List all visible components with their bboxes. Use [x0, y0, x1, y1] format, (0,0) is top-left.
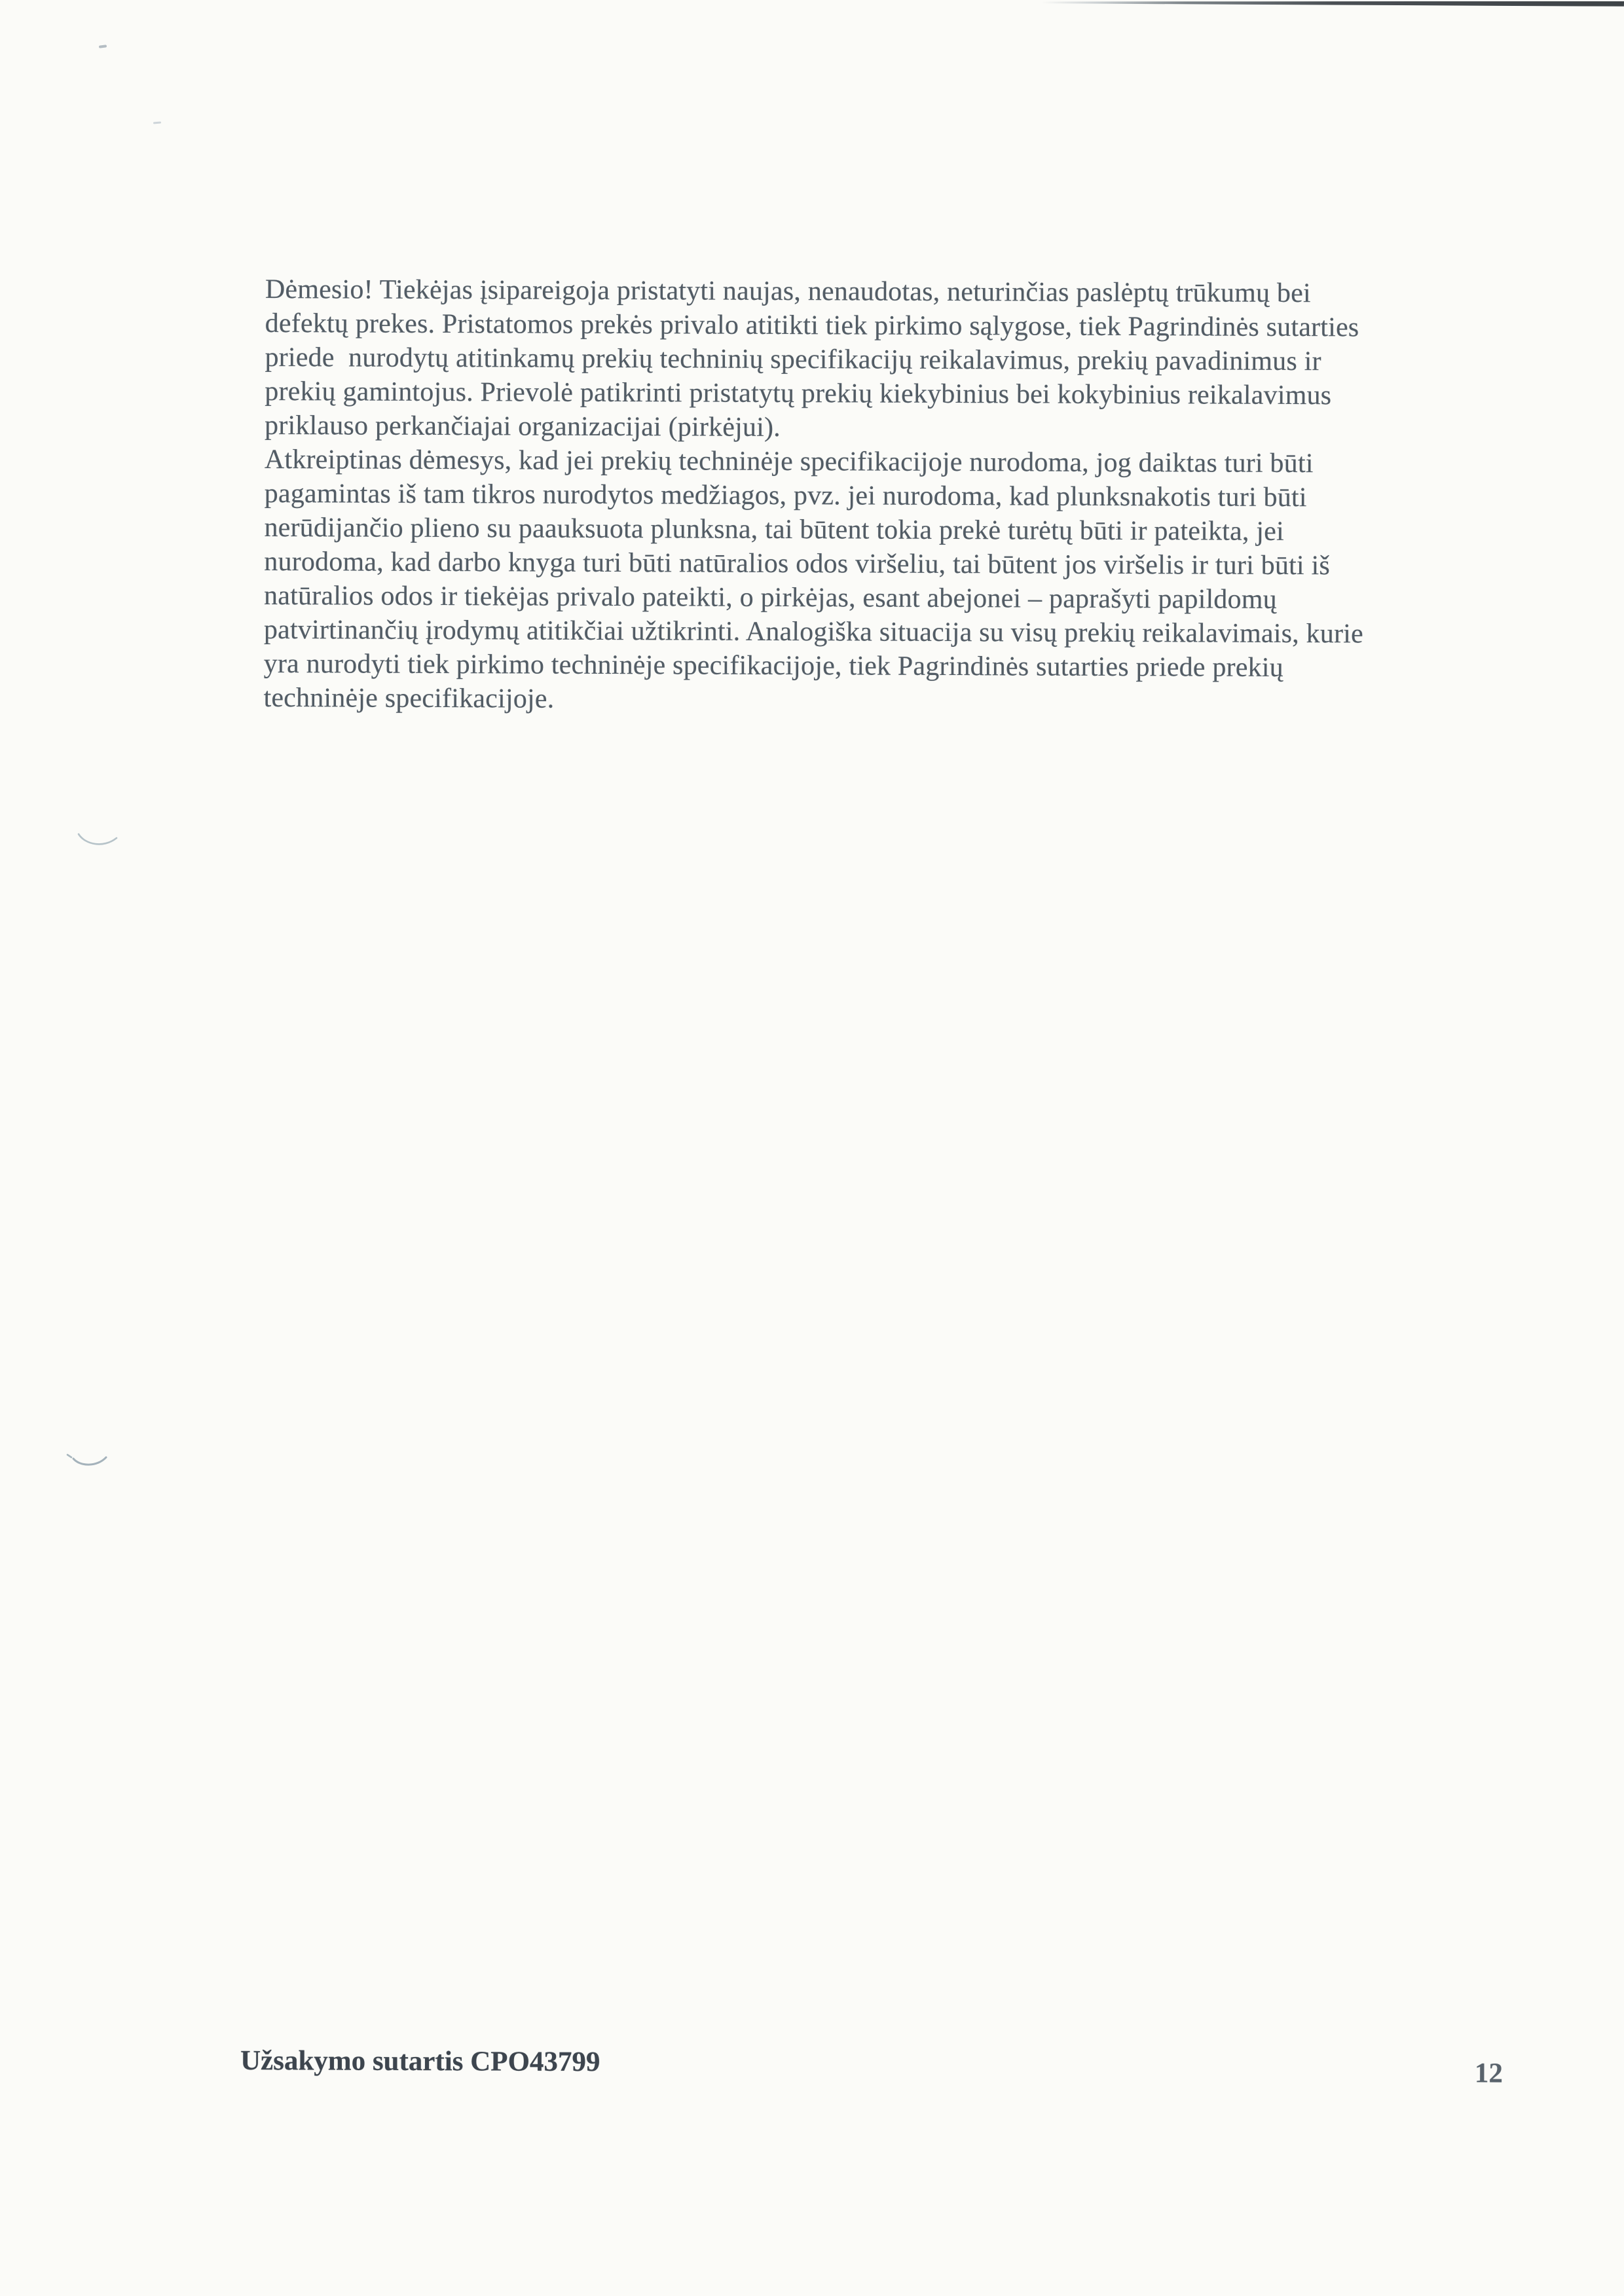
- document-body: [263, 272, 1549, 720]
- scan-edge-artifact: [1041, 0, 1624, 7]
- footer-contract-reference: Užsakymo sutartis CPO43799: [240, 2045, 600, 2078]
- scan-arc-artifact: [65, 1451, 109, 1470]
- scan-smudge-artifact: [99, 45, 107, 48]
- scan-smudge-artifact: [153, 121, 161, 124]
- scan-arc-artifact: [77, 831, 119, 850]
- page-footer: [240, 2044, 1503, 2090]
- footer-page-number: 12: [1474, 2058, 1504, 2089]
- paragraph-specification-note: Atkreiptinas dėmesys, kad jei prekių techninėje specifikacijoje nurodoma, jog daiktas turi būti pagamintas iš tam tikros nurodytos medžiagos, pvz. jei nurodoma, kad plunksnakotis turi būti nerūdijančio plieno su paauksuota plunksna, tai būtent tokia prekė turėtų būti ir pateikta, jei nurodoma, kad darbo knyga turi būti natūralios odos viršeliu, tai būtent jos viršelis ir turi būti iš natūralios odos ir tiekėjas privalo pateikti, o pirkėjas, esant abejonei – paprašyti papildomų patvirtinančių įrodymų atitikčiai užtikrinti. Analogiška situacija su visų prekių reikalavimais, kurie yra nurodyti tiek pirkimo techninėje specifikacijoje, tiek Pagrindinės sutarties priede prekių techninėje specifikacijoje.: [263, 444, 1363, 714]
- paragraph-delivery-obligations: Dėmesio! Tiekėjas įsipareigoja pristatyti naujas, nenaudotas, neturinčias paslėptų trūkumų bei defektų prekes. Pristatomos prekės privalo atitikti tiek pirkimo sąlygose, tiek Pagrindinės sutarties priede nurodytų atitinkamų prekių techninių specifikacijų reikalavimus, prekių pavadinimus ir prekių gamintojus. Prievolė patikrinti pristatytų prekių kiekybinius bei kokybinius reikalavimus priklauso perkančiajai organizacijai (pirkėjui).: [265, 274, 1359, 443]
